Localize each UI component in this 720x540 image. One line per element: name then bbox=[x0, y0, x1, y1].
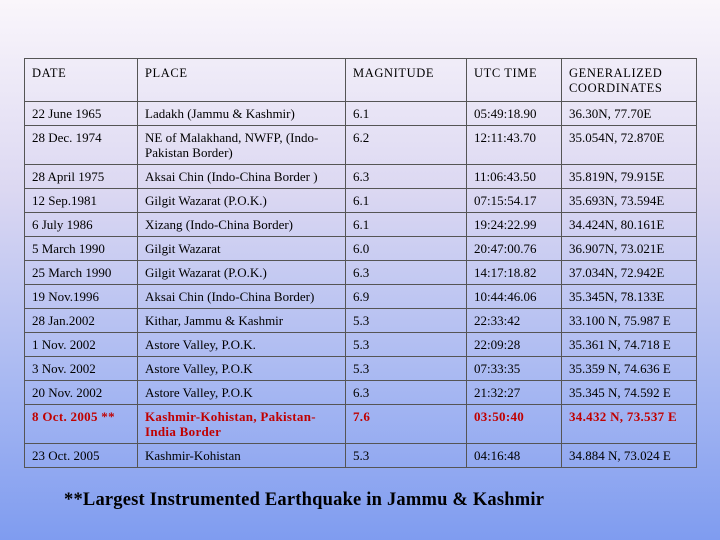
cell-date: 28 Dec. 1974 bbox=[25, 126, 138, 165]
cell-magnitude: 6.2 bbox=[346, 126, 467, 165]
cell-coordinates: 35.361 N, 74.718 E bbox=[562, 333, 697, 357]
table-row bbox=[25, 126, 697, 165]
cell-magnitude: 7.6 bbox=[346, 405, 467, 444]
cell-coordinates: 36.30N, 77.70E bbox=[562, 102, 697, 126]
table-row bbox=[25, 333, 697, 357]
cell-coordinates: 34.424N, 80.161E bbox=[562, 213, 697, 237]
cell-date: 5 March 1990 bbox=[25, 237, 138, 261]
table-row bbox=[25, 309, 697, 333]
cell-magnitude: 5.3 bbox=[346, 357, 467, 381]
cell-place: NE of Malakhand, NWFP, (Indo-Pakistan Border) bbox=[138, 126, 346, 165]
cell-coordinates: 33.100 N, 75.987 E bbox=[562, 309, 697, 333]
header-magnitude: MAGNITUDE bbox=[346, 59, 467, 102]
cell-magnitude: 6.9 bbox=[346, 285, 467, 309]
cell-date: 25 March 1990 bbox=[25, 261, 138, 285]
cell-place: Xizang (Indo-China Border) bbox=[138, 213, 346, 237]
cell-coordinates: 35.359 N, 74.636 E bbox=[562, 357, 697, 381]
cell-magnitude: 5.3 bbox=[346, 444, 467, 468]
cell-place: Kashmir-Kohistan bbox=[138, 444, 346, 468]
cell-magnitude: 5.3 bbox=[346, 333, 467, 357]
table-row bbox=[25, 261, 697, 285]
cell-date: 20 Nov. 2002 bbox=[25, 381, 138, 405]
cell-utc-time: 07:15:54.17 bbox=[467, 189, 562, 213]
cell-utc-time: 22:09:28 bbox=[467, 333, 562, 357]
cell-place: Gilgit Wazarat (P.O.K.) bbox=[138, 189, 346, 213]
cell-coordinates: 35.693N, 73.594E bbox=[562, 189, 697, 213]
cell-magnitude: 6.3 bbox=[346, 381, 467, 405]
cell-place: Astore Valley, P.O.K bbox=[138, 381, 346, 405]
cell-date: 3 Nov. 2002 bbox=[25, 357, 138, 381]
cell-date: 8 Oct. 2005 ** bbox=[25, 405, 138, 444]
cell-utc-time: 20:47:00.76 bbox=[467, 237, 562, 261]
table-row bbox=[25, 405, 697, 444]
table-row bbox=[25, 381, 697, 405]
table-row bbox=[25, 189, 697, 213]
cell-magnitude: 6.0 bbox=[346, 237, 467, 261]
table-row bbox=[25, 102, 697, 126]
cell-date: 23 Oct. 2005 bbox=[25, 444, 138, 468]
table-body bbox=[25, 102, 697, 468]
cell-utc-time: 11:06:43.50 bbox=[467, 165, 562, 189]
cell-coordinates: 34.432 N, 73.537 E bbox=[562, 405, 697, 444]
cell-place: Aksai Chin (Indo-China Border ) bbox=[138, 165, 346, 189]
cell-utc-time: 05:49:18.90 bbox=[467, 102, 562, 126]
cell-utc-time: 12:11:43.70 bbox=[467, 126, 562, 165]
cell-place: Kithar, Jammu & Kashmir bbox=[138, 309, 346, 333]
header-date: DATE bbox=[25, 59, 138, 102]
cell-date: 22 June 1965 bbox=[25, 102, 138, 126]
cell-utc-time: 07:33:35 bbox=[467, 357, 562, 381]
cell-date: 6 July 1986 bbox=[25, 213, 138, 237]
cell-place: Ladakh (Jammu & Kashmir) bbox=[138, 102, 346, 126]
header-place: PLACE bbox=[138, 59, 346, 102]
cell-magnitude: 6.1 bbox=[346, 213, 467, 237]
cell-date: 28 Jan.2002 bbox=[25, 309, 138, 333]
cell-place: Gilgit Wazarat (P.O.K.) bbox=[138, 261, 346, 285]
earthquake-table-container bbox=[24, 58, 696, 468]
table-header-row bbox=[25, 59, 697, 102]
cell-utc-time: 10:44:46.06 bbox=[467, 285, 562, 309]
cell-utc-time: 04:16:48 bbox=[467, 444, 562, 468]
cell-magnitude: 6.3 bbox=[346, 165, 467, 189]
cell-place: Astore Valley, P.O.K. bbox=[138, 333, 346, 357]
cell-date: 12 Sep.1981 bbox=[25, 189, 138, 213]
cell-place: Kashmir-Kohistan, Pakistan-India Border bbox=[138, 405, 346, 444]
cell-utc-time: 22:33:42 bbox=[467, 309, 562, 333]
cell-coordinates: 35.345 N, 74.592 E bbox=[562, 381, 697, 405]
table-row bbox=[25, 357, 697, 381]
table-row bbox=[25, 165, 697, 189]
table-row bbox=[25, 285, 697, 309]
cell-utc-time: 19:24:22.99 bbox=[467, 213, 562, 237]
cell-coordinates: 35.345N, 78.133E bbox=[562, 285, 697, 309]
cell-date: 1 Nov. 2002 bbox=[25, 333, 138, 357]
header-coordinates: GENERALIZED COORDINATES bbox=[562, 59, 697, 102]
cell-magnitude: 6.1 bbox=[346, 102, 467, 126]
cell-coordinates: 34.884 N, 73.024 E bbox=[562, 444, 697, 468]
footnote: **Largest Instrumented Earthquake in Jammu & Kashmir bbox=[64, 490, 545, 510]
cell-date: 19 Nov.1996 bbox=[25, 285, 138, 309]
header-utc-time: UTC TIME bbox=[467, 59, 562, 102]
table-row bbox=[25, 444, 697, 468]
table-row bbox=[25, 213, 697, 237]
cell-coordinates: 35.819N, 79.915E bbox=[562, 165, 697, 189]
cell-coordinates: 36.907N, 73.021E bbox=[562, 237, 697, 261]
cell-place: Astore Valley, P.O.K bbox=[138, 357, 346, 381]
cell-magnitude: 5.3 bbox=[346, 309, 467, 333]
table-row bbox=[25, 237, 697, 261]
cell-place: Gilgit Wazarat bbox=[138, 237, 346, 261]
earthquake-table bbox=[24, 58, 697, 468]
cell-utc-time: 14:17:18.82 bbox=[467, 261, 562, 285]
cell-magnitude: 6.1 bbox=[346, 189, 467, 213]
cell-date: 28 April 1975 bbox=[25, 165, 138, 189]
cell-utc-time: 03:50:40 bbox=[467, 405, 562, 444]
cell-place: Aksai Chin (Indo-China Border) bbox=[138, 285, 346, 309]
cell-coordinates: 37.034N, 72.942E bbox=[562, 261, 697, 285]
cell-coordinates: 35.054N, 72.870E bbox=[562, 126, 697, 165]
cell-magnitude: 6.3 bbox=[346, 261, 467, 285]
cell-utc-time: 21:32:27 bbox=[467, 381, 562, 405]
